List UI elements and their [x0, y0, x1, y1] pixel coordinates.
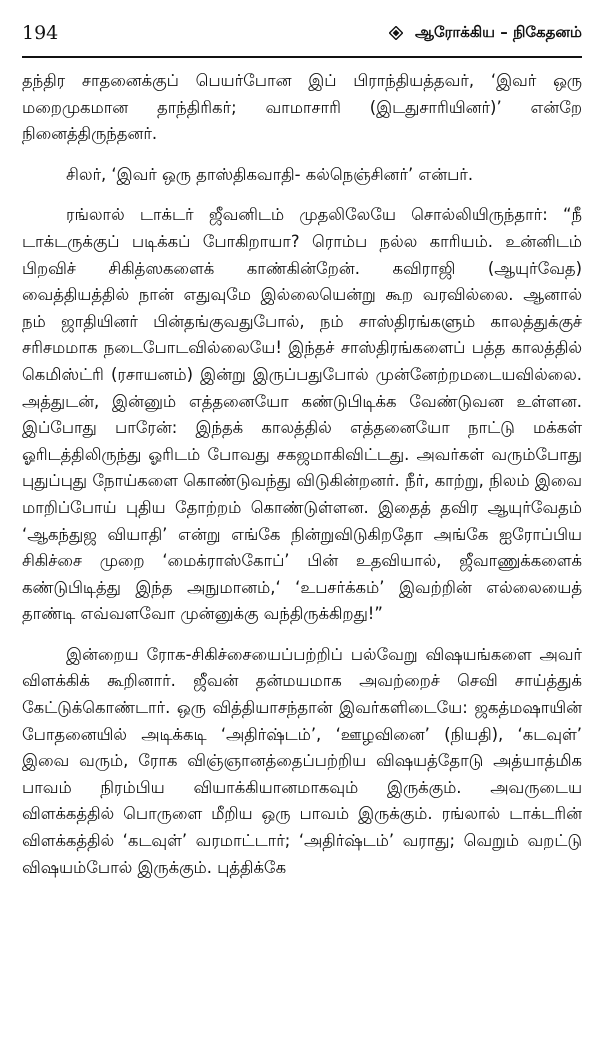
paragraph-4: இன்றைய ரோக-சிகிச்சையைப்பற்றிப் பல்வேறு விஷயங்களை அவர் விளக்கிக் கூறினார். ஜீவன் தன்மயமாக அவற்றைச் செவி சாய்த்துக் கேட்டுக்கொண்டார். ஒரு வித்தியாசந்தான் இவர்களிடையே: ஜகத்மஷாயின் போதனையில் அடிக்கடி ‘அதிர்ஷ்டம்’, ‘ஊழவினை’ (நியதி), ‘கடவுள்’ இவை வரும், ரோக விஞ்ஞானத்தைப்பற்றிய விஷயத்தோடு அத்யாத்மிக பாவம் நிரம்பிய வியாக்கியானமாகவும் இருக்கும். அவருடைய விளக்கத்தில் பொருளை மீறிய ஒரு பாவம் இருக்கும். ரங்லால் டாக்டரின் விளக்கத்தில் ‘கடவுள்’ வரமாட்டார்; ‘அதிர்ஷ்டம்’ வராது; வெறும் வறட்டு விஷயம்போல் இருக்கும். புத்திக்கே — [22, 644, 582, 877]
paragraph-1: தந்திர சாதனைக்குப் பெயர்போன இப் பிராந்தியத்தவர், ‘இவர் ஒரு மறைமுகமான தாந்திரிகர்; வாமாசாரி (இடதுசாரியினர்)’ என்றே நினைத்திருந்தனர். — [22, 71, 582, 144]
page-header — [22, 22, 582, 44]
header-rule — [22, 56, 582, 58]
paragraph-3: ரங்லால் டாக்டர் ஜீவனிடம் முதலிலேயே சொல்லியிருந்தார்: “நீ டாக்டருக்குப் படிக்கப் போகிறாயா? ரொம்ப நல்ல காரியம். உன்னிடம் பிறவிச் சிகித்ஸகளைக் காண்கின்றேன். கவிராஜி (ஆயுர்வேத) வைத்தியத்தில் நான் எதுவுமே இல்லையென்று கூற வரவில்லை. ஆனால் நம் ஜாதியினர் பின்தங்குவதுபோல், நம் சாஸ்திரங்களும் காலத்துக்குச் சரிசமமாக நடைபோடவில்லையே! இந்தச் சாஸ்திரங்களைப் பத்த காலத்தில் கெமிஸ்ட்ரி (ரசாயனம்) இன்று இருப்பதுபோல் முன்னேற்றமடையவில்லை. அத்துடன், இன்னும் எத்தனையோ கண்டுபிடிக்க வேண்டுவன உள்ளன. இப்போது பாரேன்: இந்தக் காலத்தில் எத்தனையோ நாட்டு மக்கள் ஓரிடத்திலிருந்து ஓரிடம் போவது சகஜமாகிவிட்டது. அவர்கள் வரும்போது புதுப்புது நோய்களை கொண்டுவந்து விடுகின்றனர். நீர், காற்று, நிலம் இவை மாறிப்போய் புதிய தோற்றம் கொண்டுள்ளன. இதைத் தவிர ஆயுர்வேதம் ‘ஆகந்துஜ வியாதி’ என்று எங்கே நின்றுவிடுகிறதோ அங்கே ஐரோப்பிய சிகிச்சை முறை ‘மைக்ராஸ்கோப்’ பின் உதவியால், ஜீவாணுக்களைக் கண்டுபிடித்து இந்த அநுமானம்,‘ ‘உபசர்க்கம்’ இவற்றின் எல்லையைத் தாண்டி எவ்வளவோ முன்னுக்கு வந்திருக்கிறது!” — [22, 205, 582, 624]
page-number: 194 — [22, 22, 59, 44]
diamond-icon — [389, 26, 403, 40]
running-head — [389, 23, 582, 43]
running-title: ஆரோக்கிய – நிகேதனம் — [415, 23, 582, 41]
paragraph-2: சிலர், ‘இவர் ஒரு தாஸ்திகவாதி- கல்நெஞ்சினர்’ என்பர். — [66, 164, 474, 184]
body-text — [22, 68, 582, 881]
